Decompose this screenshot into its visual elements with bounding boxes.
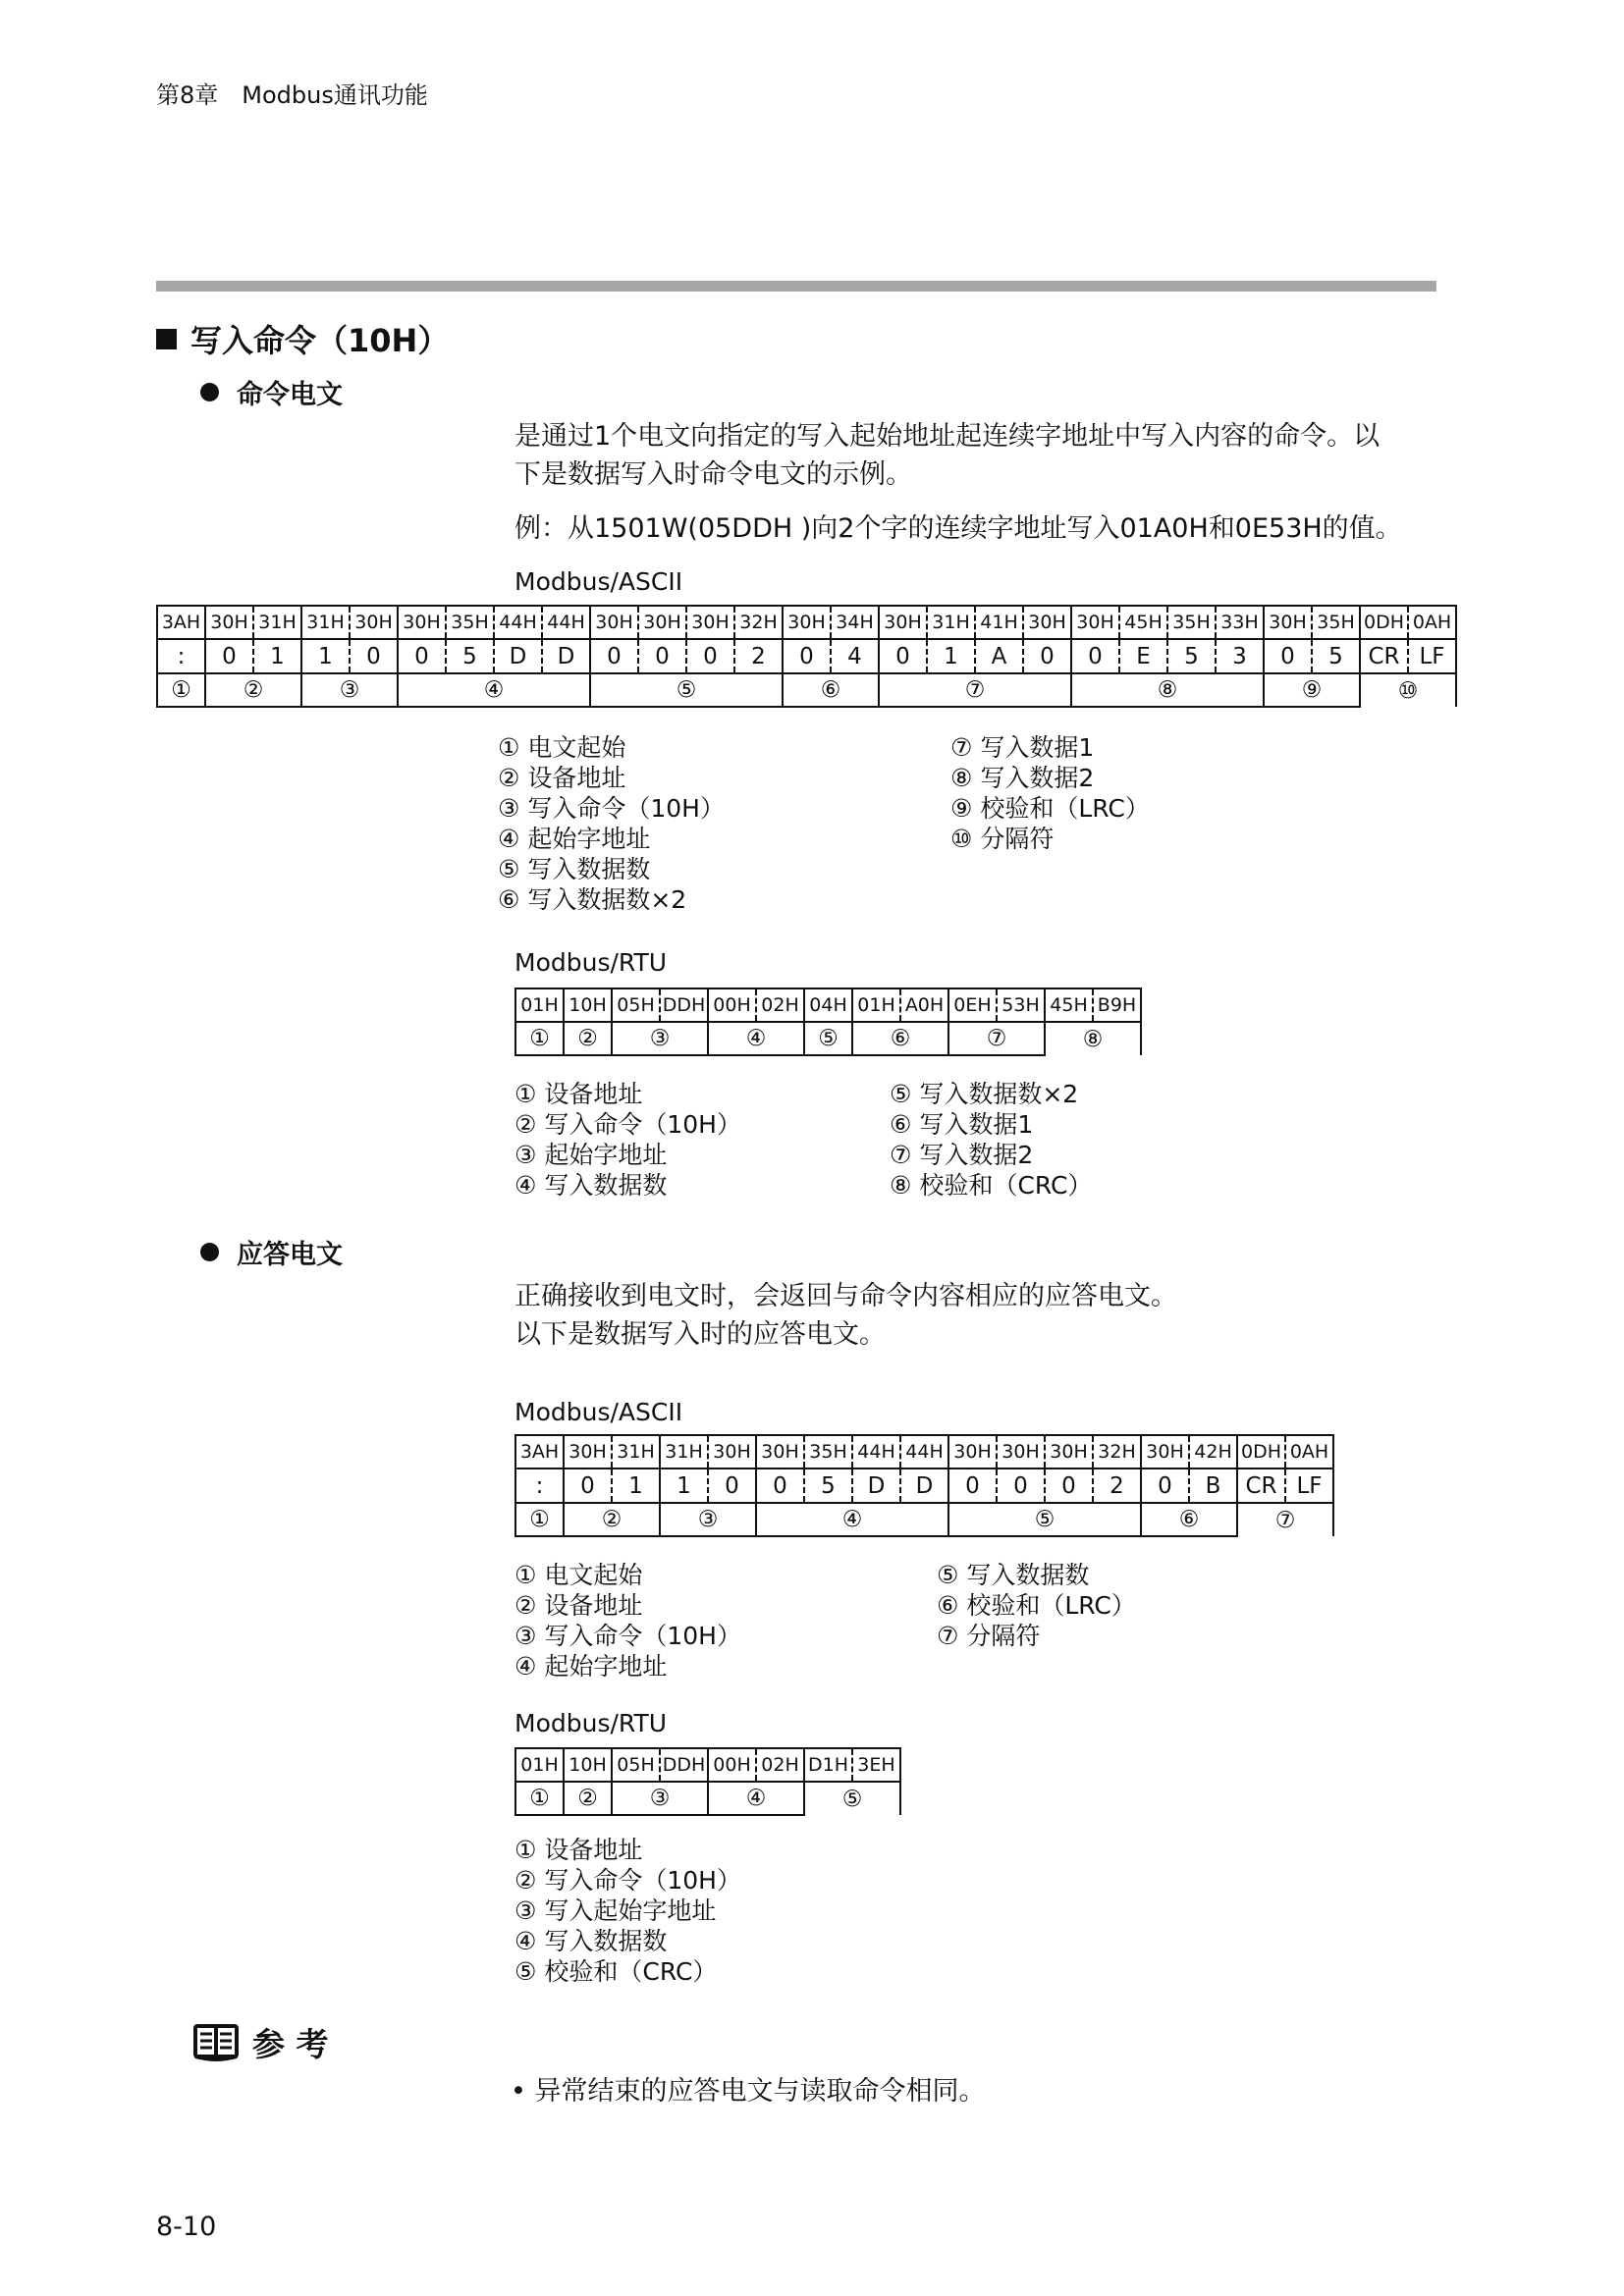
- page-number: 8-10: [156, 2212, 217, 2242]
- hex-cell: 31H: [253, 606, 301, 639]
- char-cell: 3: [1216, 639, 1264, 673]
- field-number-cell: ⑨: [1264, 673, 1360, 707]
- response-desc-line2: 以下是数据写入时的应答电文。: [514, 1319, 886, 1350]
- resp-ascii-legend-right: [937, 1560, 1136, 1651]
- char-cell: B: [1189, 1468, 1237, 1503]
- section-title-text: 写入命令（10H）: [190, 322, 450, 359]
- hex-cell: 30H: [686, 606, 734, 639]
- field-number-cell: ②: [564, 1782, 612, 1815]
- legend-item: ⑥ 校验和（LRC）: [937, 1591, 1136, 1620]
- legend-item: ① 电文起始: [514, 1561, 643, 1589]
- cmd-rtu-label: Modbus/RTU: [514, 948, 668, 977]
- char-cell: E: [1119, 639, 1167, 673]
- resp-ascii-legend-left: [514, 1560, 741, 1682]
- hex-cell: 32H: [1093, 1435, 1141, 1468]
- field-number-cell: ⑤: [804, 1022, 852, 1055]
- section-title: [156, 316, 449, 361]
- hex-cell: 34H: [831, 606, 879, 639]
- field-number-cell: ⑦: [948, 1022, 1045, 1055]
- hex-cell: 30H: [1045, 1435, 1093, 1468]
- char-cell: 0: [783, 639, 831, 673]
- char-cell: 0: [564, 1468, 612, 1503]
- legend-item: ③ 写入命令（10H）: [498, 794, 725, 823]
- hex-cell: 30H: [1141, 1435, 1189, 1468]
- hex-cell: 33H: [1216, 606, 1264, 639]
- hex-cell: B9H: [1093, 988, 1141, 1022]
- cmd-ascii-label: Modbus/ASCII: [514, 567, 683, 596]
- char-cell: D: [542, 639, 590, 673]
- char-cell: 2: [1093, 1468, 1141, 1503]
- char-cell: 5: [1312, 639, 1360, 673]
- legend-item: ⑦ 写入数据2: [890, 1141, 1034, 1169]
- field-number-cell: ②: [564, 1503, 660, 1536]
- hex-cell: 0AH: [1285, 1435, 1333, 1468]
- char-cell: 0: [1023, 639, 1071, 673]
- hex-cell: 44H: [494, 606, 542, 639]
- legend-item: ① 设备地址: [514, 1836, 643, 1864]
- hex-cell: 0DH: [1360, 606, 1408, 639]
- legend-item: ④ 起始字地址: [514, 1652, 668, 1681]
- legend-item: ⑤ 写入数据数: [937, 1561, 1090, 1589]
- legend-item: ⑦ 写入数据1: [950, 733, 1095, 762]
- legend-item: ⑦ 分隔符: [937, 1622, 1041, 1650]
- field-number-cell: ④: [708, 1022, 804, 1055]
- field-number-cell: ③: [612, 1782, 708, 1815]
- char-cell: 0: [350, 639, 398, 673]
- hex-cell: 02H: [756, 988, 804, 1022]
- hex-cell: 30H: [708, 1435, 756, 1468]
- cmd-ascii-frame: [156, 605, 1457, 708]
- response-heading-text: 应答电文: [237, 1240, 343, 1270]
- field-number-cell: ④: [398, 673, 590, 707]
- field-number-cell: ⑩: [1360, 673, 1456, 707]
- char-cell: CR: [1360, 639, 1408, 673]
- legend-item: ⑤ 写入数据数: [498, 855, 651, 883]
- legend-item: ② 写入命令（10H）: [514, 1866, 741, 1895]
- field-number-cell: ①: [515, 1782, 564, 1815]
- hex-cell: 30H: [1264, 606, 1312, 639]
- legend-item: ⑤ 写入数据数×2: [890, 1080, 1079, 1108]
- char-cell: 5: [1167, 639, 1216, 673]
- field-number-cell: ④: [708, 1782, 804, 1815]
- hex-cell: 44H: [852, 1435, 900, 1468]
- hex-cell: 3AH: [515, 1435, 564, 1468]
- field-number-cell: ①: [515, 1022, 564, 1055]
- hex-cell: 00H: [708, 988, 756, 1022]
- char-cell: 1: [612, 1468, 660, 1503]
- char-cell: D: [494, 639, 542, 673]
- response-description: [514, 1277, 1177, 1354]
- cmd-ascii-legend-left: [498, 732, 725, 915]
- hex-cell: DDH: [660, 1748, 708, 1782]
- legend-item: ⑥ 写入数据数×2: [498, 885, 687, 914]
- hex-cell: 30H: [350, 606, 398, 639]
- hex-cell: 0EH: [948, 988, 997, 1022]
- char-cell: 1: [660, 1468, 708, 1503]
- legend-item: ⑧ 校验和（CRC）: [890, 1171, 1093, 1200]
- field-number-cell: ⑧: [1045, 1022, 1141, 1055]
- square-bullet-icon: [156, 329, 177, 349]
- cmd-rtu-legend-right: [890, 1079, 1092, 1201]
- char-cell: 0: [756, 1468, 804, 1503]
- char-cell: 0: [1141, 1468, 1189, 1503]
- command-heading: [200, 373, 343, 411]
- hex-cell: 30H: [783, 606, 831, 639]
- hex-cell: 30H: [879, 606, 927, 639]
- hex-cell: 30H: [205, 606, 253, 639]
- char-cell: 0: [638, 639, 686, 673]
- legend-item: ② 设备地址: [498, 764, 626, 792]
- hex-cell: 31H: [660, 1435, 708, 1468]
- char-cell: 0: [205, 639, 253, 673]
- char-cell: 0: [686, 639, 734, 673]
- char-cell: 1: [253, 639, 301, 673]
- hex-cell: 35H: [1167, 606, 1216, 639]
- hex-cell: 05H: [612, 1748, 660, 1782]
- char-cell: :: [515, 1468, 564, 1503]
- char-cell: 0: [1264, 639, 1312, 673]
- field-number-cell: ③: [301, 673, 398, 707]
- hex-cell: 30H: [1023, 606, 1071, 639]
- hex-cell: 01H: [515, 1748, 564, 1782]
- hex-cell: 0DH: [1237, 1435, 1285, 1468]
- command-example: 例：从1501W(05DDH )向2个字的连续字地址写入01A0H和0E53H的值。: [514, 513, 1402, 544]
- response-heading: [200, 1233, 343, 1271]
- char-cell: 0: [590, 639, 638, 673]
- field-number-cell: ⑥: [1141, 1503, 1237, 1536]
- legend-item: ⑤ 校验和（CRC）: [514, 1957, 718, 1986]
- book-icon: [193, 2023, 239, 2062]
- field-number-cell: ②: [564, 1022, 612, 1055]
- char-cell: LF: [1285, 1468, 1333, 1503]
- hex-cell: 35H: [804, 1435, 852, 1468]
- cmd-ascii-legend-right: [950, 732, 1150, 854]
- char-cell: 5: [446, 639, 494, 673]
- hex-cell: 10H: [564, 988, 612, 1022]
- legend-item: ⑧ 写入数据2: [950, 764, 1095, 792]
- char-cell: 0: [948, 1468, 997, 1503]
- char-cell: 0: [879, 639, 927, 673]
- hex-cell: 35H: [446, 606, 494, 639]
- hex-cell: 32H: [734, 606, 783, 639]
- hex-cell: 04H: [804, 988, 852, 1022]
- hex-cell: 30H: [1071, 606, 1119, 639]
- hex-cell: DDH: [660, 988, 708, 1022]
- hex-cell: 35H: [1312, 606, 1360, 639]
- field-number-cell: ①: [515, 1503, 564, 1536]
- hex-cell: 00H: [708, 1748, 756, 1782]
- hex-cell: 01H: [852, 988, 900, 1022]
- legend-item: ① 设备地址: [514, 1080, 643, 1108]
- char-cell: 0: [1071, 639, 1119, 673]
- hex-cell: 45H: [1045, 988, 1093, 1022]
- hex-cell: 05H: [612, 988, 660, 1022]
- field-number-cell: ⑤: [804, 1782, 900, 1815]
- legend-item: ⑨ 校验和（LRC）: [950, 794, 1150, 823]
- hex-cell: 30H: [638, 606, 686, 639]
- legend-item: ③ 起始字地址: [514, 1141, 668, 1169]
- resp-rtu-label: Modbus/RTU: [514, 1709, 668, 1737]
- char-cell: 0: [708, 1468, 756, 1503]
- char-cell: 1: [301, 639, 350, 673]
- field-number-cell: ⑦: [879, 673, 1071, 707]
- char-cell: A: [975, 639, 1023, 673]
- hex-cell: 31H: [927, 606, 975, 639]
- hex-cell: 3EH: [852, 1748, 900, 1782]
- legend-item: ② 设备地址: [514, 1591, 643, 1620]
- hex-cell: 30H: [997, 1435, 1045, 1468]
- legend-item: ③ 写入起始字地址: [514, 1896, 717, 1925]
- hex-cell: 31H: [612, 1435, 660, 1468]
- hex-cell: 02H: [756, 1748, 804, 1782]
- char-cell: 0: [997, 1468, 1045, 1503]
- command-description: [514, 417, 1380, 494]
- field-number-cell: ⑥: [852, 1022, 948, 1055]
- field-number-cell: ①: [157, 673, 205, 707]
- hex-cell: 42H: [1189, 1435, 1237, 1468]
- cmd-rtu-legend-left: [514, 1079, 741, 1201]
- hex-cell: 45H: [1119, 606, 1167, 639]
- hex-cell: 01H: [515, 988, 564, 1022]
- section-divider: [156, 281, 1436, 292]
- hex-cell: 44H: [900, 1435, 948, 1468]
- chapter-header: 第8章 Modbus通讯功能: [156, 81, 428, 109]
- field-number-cell: ②: [205, 673, 301, 707]
- char-cell: 0: [398, 639, 446, 673]
- char-cell: :: [157, 639, 205, 673]
- field-number-cell: ⑦: [1237, 1503, 1333, 1536]
- hex-cell: 10H: [564, 1748, 612, 1782]
- legend-item: ③ 写入命令（10H）: [514, 1622, 741, 1650]
- response-desc-line1: 正确接收到电文时，会返回与命令内容相应的应答电文。: [514, 1281, 1177, 1311]
- legend-item: ④ 起始字地址: [498, 825, 651, 853]
- resp-ascii-label: Modbus/ASCII: [514, 1398, 683, 1426]
- reference-heading: [193, 2019, 329, 2065]
- hex-cell: 30H: [564, 1435, 612, 1468]
- legend-item: ④ 写入数据数: [514, 1171, 668, 1200]
- char-cell: 2: [734, 639, 783, 673]
- reference-note: • 异常结束的应答电文与读取命令相同。: [511, 2076, 986, 2107]
- char-cell: LF: [1408, 639, 1456, 673]
- hex-cell: 41H: [975, 606, 1023, 639]
- legend-item: ⑥ 写入数据1: [890, 1110, 1034, 1139]
- legend-item: ⑩ 分隔符: [950, 825, 1055, 853]
- field-number-cell: ⑧: [1071, 673, 1264, 707]
- circle-bullet-icon: [200, 1243, 219, 1261]
- field-number-cell: ⑤: [590, 673, 783, 707]
- hex-cell: D1H: [804, 1748, 852, 1782]
- resp-ascii-frame: [514, 1434, 1334, 1537]
- char-cell: CR: [1237, 1468, 1285, 1503]
- char-cell: 0: [1045, 1468, 1093, 1503]
- hex-cell: A0H: [900, 988, 948, 1022]
- hex-cell: 30H: [756, 1435, 804, 1468]
- char-cell: 5: [804, 1468, 852, 1503]
- reference-title: 参 考: [252, 2025, 329, 2063]
- field-number-cell: ④: [756, 1503, 948, 1536]
- field-number-cell: ⑥: [783, 673, 879, 707]
- command-desc-line1: 是通过1个电文向指定的写入起始地址起连续字地址中写入内容的命令。以: [514, 421, 1380, 452]
- legend-item: ① 电文起始: [498, 733, 626, 762]
- command-desc-line2: 下是数据写入时命令电文的示例。: [514, 459, 912, 490]
- resp-rtu-frame: [514, 1747, 901, 1816]
- char-cell: 1: [927, 639, 975, 673]
- field-number-cell: ③: [660, 1503, 756, 1536]
- char-cell: D: [852, 1468, 900, 1503]
- hex-cell: 53H: [997, 988, 1045, 1022]
- hex-cell: 44H: [542, 606, 590, 639]
- hex-cell: 30H: [948, 1435, 997, 1468]
- hex-cell: 30H: [590, 606, 638, 639]
- hex-cell: 31H: [301, 606, 350, 639]
- command-heading-text: 命令电文: [237, 380, 343, 410]
- char-cell: 4: [831, 639, 879, 673]
- legend-item: ④ 写入数据数: [514, 1927, 668, 1955]
- circle-bullet-icon: [200, 383, 219, 401]
- hex-cell: 30H: [398, 606, 446, 639]
- cmd-rtu-frame: [514, 988, 1142, 1056]
- field-number-cell: ③: [612, 1022, 708, 1055]
- hex-cell: 3AH: [157, 606, 205, 639]
- hex-cell: 0AH: [1408, 606, 1456, 639]
- field-number-cell: ⑤: [948, 1503, 1141, 1536]
- resp-rtu-legend: [514, 1835, 741, 1987]
- legend-item: ② 写入命令（10H）: [514, 1110, 741, 1139]
- char-cell: D: [900, 1468, 948, 1503]
